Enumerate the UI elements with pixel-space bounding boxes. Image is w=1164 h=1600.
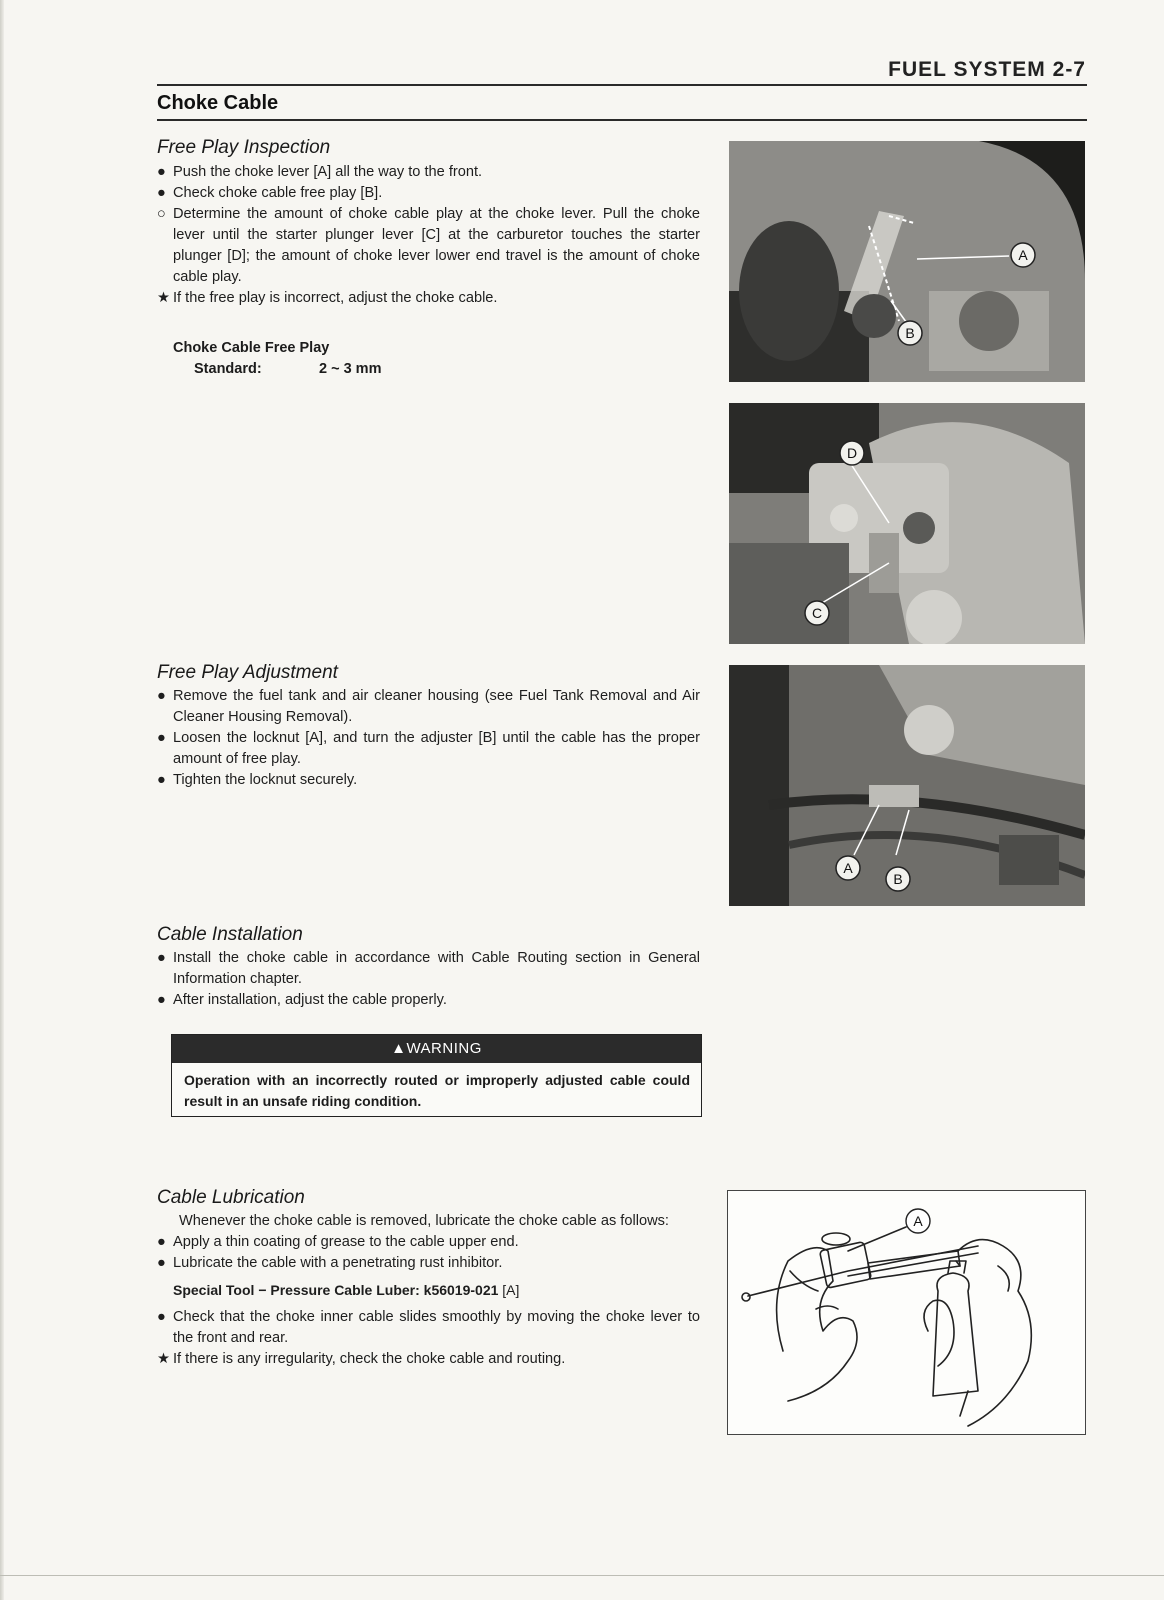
cable-luber-diagram <box>727 1190 1086 1435</box>
section-title: Choke Cable <box>157 92 279 114</box>
bullet-marker: ● <box>157 1309 166 1325</box>
header-rule <box>157 84 1087 86</box>
running-head: FUEL SYSTEM 2-7 <box>888 58 1086 81</box>
callout-label: B <box>893 871 903 887</box>
spec-label: Standard: <box>194 361 262 377</box>
section-rule <box>157 119 1087 121</box>
bullet-marker: ● <box>157 185 166 201</box>
free-play-inspection-title: Free Play Inspection <box>157 137 331 158</box>
warning-triangle-icon: ▲ <box>391 1040 407 1057</box>
bullet-marker: ● <box>157 992 166 1008</box>
list-item-text: If there is any irregularity, check the choke cable and routing. <box>173 1351 566 1367</box>
list-item-text: After installation, adjust the cable properly. <box>173 992 447 1008</box>
callout-label: A <box>843 860 853 876</box>
cable-luber-illustration <box>728 1191 1085 1434</box>
list-item <box>157 1253 700 1274</box>
warning-text: Operation with an incorrectly routed or improperly adjusted cable could result in an unsafe riding condition. <box>184 1072 690 1109</box>
bullet-marker: ● <box>157 688 166 704</box>
free-play-adjustment-title: Free Play Adjustment <box>157 662 338 683</box>
free-play-adjustment-list <box>157 686 700 791</box>
photo-cable-adjuster-art <box>729 665 1085 906</box>
star-marker: ★ <box>157 1351 171 1367</box>
spec-title: Choke Cable Free Play <box>173 340 330 356</box>
list-item <box>157 1349 700 1370</box>
callout-label: A <box>1018 247 1028 263</box>
warning-box <box>171 1034 702 1117</box>
page-edge <box>0 0 4 1600</box>
warning-title: WARNING <box>406 1040 482 1057</box>
bullet-marker: ● <box>157 164 166 180</box>
callout-label: C <box>811 605 823 621</box>
photo-carburetor-plunger <box>729 403 1085 644</box>
cable-lubrication-list <box>157 1211 700 1370</box>
list-item <box>157 948 700 990</box>
photo-carburetor-plunger-art <box>729 403 1085 644</box>
bullet-marker: ● <box>157 1255 166 1271</box>
list-item <box>157 728 700 770</box>
callout-label: D <box>846 445 858 461</box>
photo-cable-adjuster <box>729 665 1085 906</box>
list-item-text: Push the choke lever [A] all the way to the front. <box>173 164 483 180</box>
page-bottom-rule <box>0 1575 1164 1576</box>
photo-choke-lever <box>729 141 1085 382</box>
list-item <box>157 1232 700 1253</box>
photo-choke-lever-art <box>729 141 1085 382</box>
list-item-text: Tighten the locknut securely. <box>173 772 358 788</box>
free-play-inspection-list <box>157 162 700 309</box>
callout-label: B <box>905 325 915 341</box>
list-item-text: Apply a thin coating of grease to the cable upper end. <box>173 1234 519 1250</box>
callout-label: A <box>913 1213 923 1229</box>
list-item <box>157 770 700 791</box>
list-item-text: Check choke cable free play [B]. <box>173 185 383 201</box>
list-item <box>157 183 700 204</box>
list-item-text: Determine the amount of choke cable play at the choke lever. Pull the choke lever until the starter plunger lever [C] at the carburetor touches the starter plunger [D]; the amount of choke lever lower end travel is the amount of choke cable play. <box>173 206 700 285</box>
list-item <box>157 990 700 1011</box>
bullet-marker: ● <box>157 950 166 966</box>
special-tool-text: Special Tool − Pressure Cable Luber: k56019-021 <box>173 1282 499 1298</box>
note-marker: ○ <box>157 206 166 222</box>
list-item-text: Install the choke cable in accordance with Cable Routing section in General Information chapter. <box>173 950 700 987</box>
list-item <box>157 204 700 288</box>
list-item <box>157 1307 700 1349</box>
warning-header <box>172 1035 701 1063</box>
list-item-text: If the free play is incorrect, adjust the choke cable. <box>173 290 498 306</box>
bullet-marker: ● <box>157 772 166 788</box>
list-item <box>157 288 700 309</box>
special-tool-line <box>157 1280 700 1301</box>
star-marker: ★ <box>157 290 171 306</box>
bullet-marker: ● <box>157 730 166 746</box>
list-item <box>157 162 700 183</box>
lubrication-intro: Whenever the choke cable is removed, lubricate the choke cable as follows: <box>179 1213 669 1229</box>
spec-value: 2 ~ 3 mm <box>319 361 382 377</box>
cable-installation-title: Cable Installation <box>157 924 303 945</box>
list-item-text: Remove the fuel tank and air cleaner housing (see Fuel Tank Removal and Air Cleaner Housing Removal). <box>173 688 700 725</box>
bullet-marker: ● <box>157 1234 166 1250</box>
list-item-text: Lubricate the cable with a penetrating rust inhibitor. <box>173 1255 503 1271</box>
list-item-text: Loosen the locknut [A], and turn the adjuster [B] until the cable has the proper amount of free play. <box>173 730 700 767</box>
list-item-text: Check that the choke inner cable slides smoothly by moving the choke lever to the front and rear. <box>173 1309 700 1346</box>
special-tool-ref: [A] <box>498 1282 520 1298</box>
cable-lubrication-title: Cable Lubrication <box>157 1187 305 1208</box>
list-item <box>157 686 700 728</box>
cable-installation-list <box>157 948 700 1011</box>
